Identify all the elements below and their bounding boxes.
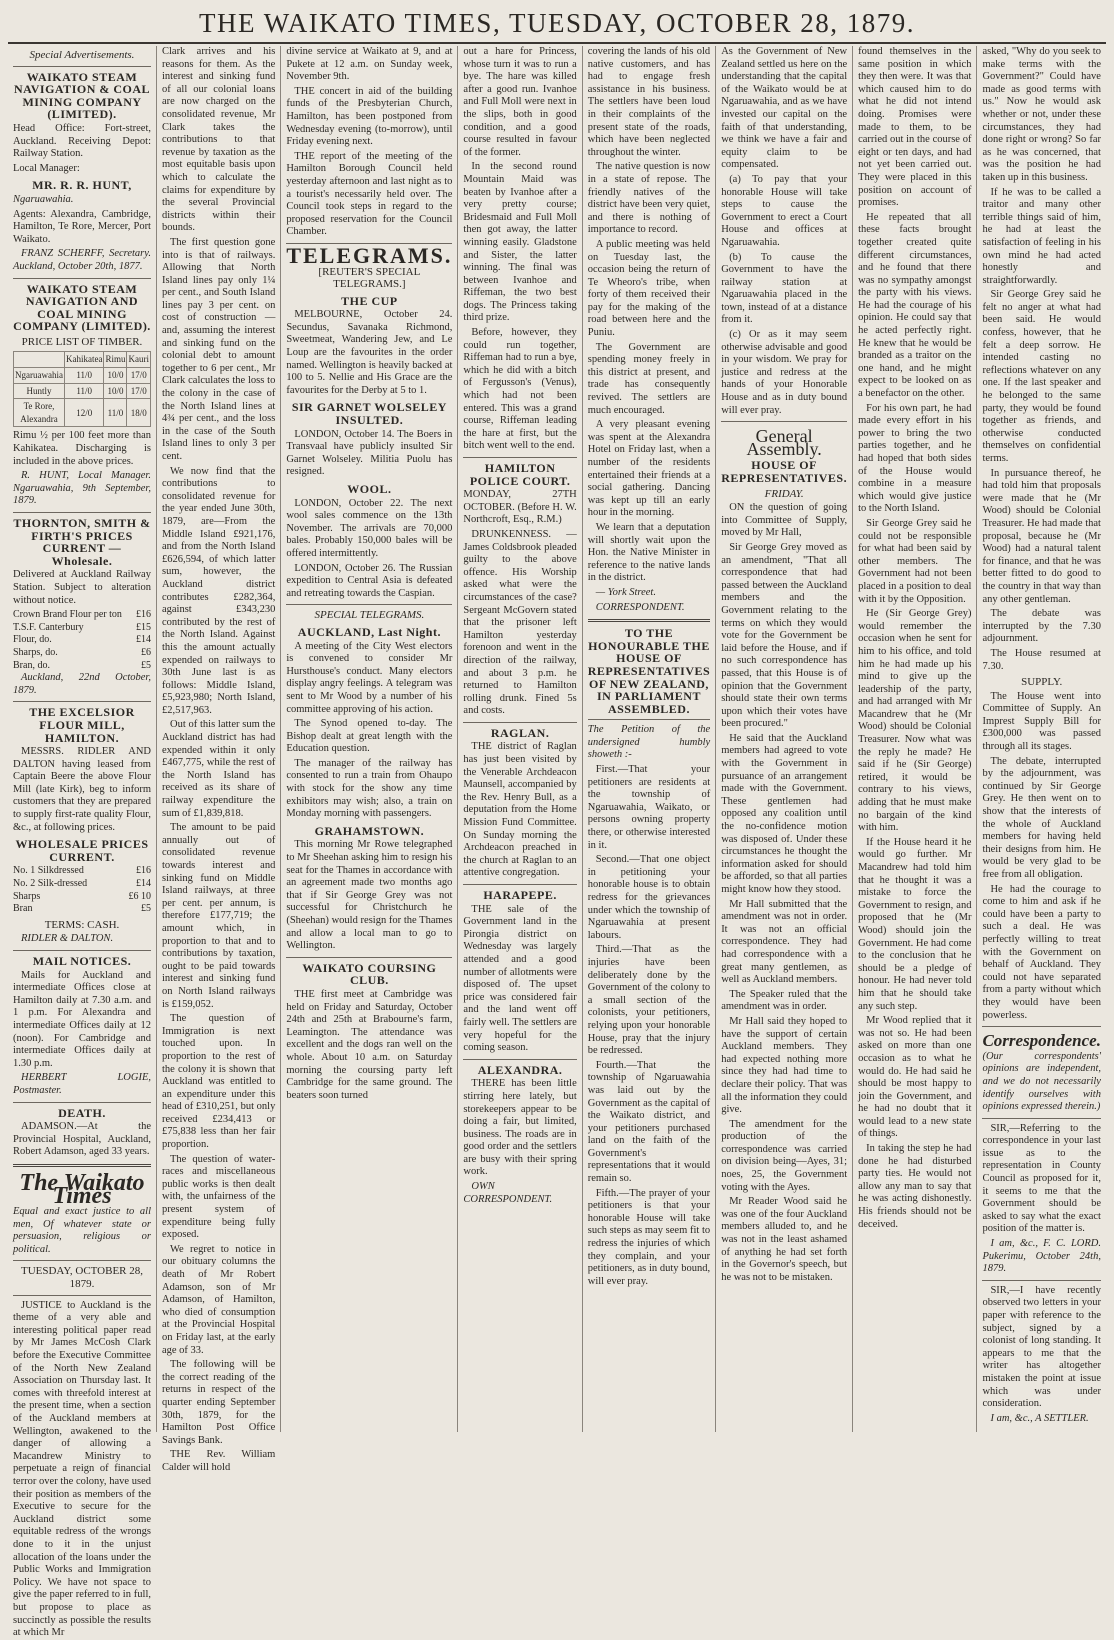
wsn-manager-label: Local Manager: <box>13 162 80 174</box>
divider <box>13 66 151 67</box>
timber-signature: R. HUNT, Local Manager. Ngaruawahia, 9th September, 1879. <box>13 470 151 507</box>
paper-motto: Equal and exact justice to all men, Of whatever state or persuasion, religious or political. <box>13 1206 151 1255</box>
reuters-subheading: [REUTER'S SPECIAL TELEGRAMS.] <box>318 265 421 291</box>
table-cell: 18/0 <box>127 399 151 427</box>
article-paragraph: He repeated that all these facts brought together created quite different circumstances, and he found that there was no sympathy amongst the party with his views. He had the courage of his opinion. He could say that he acted perfectly right. He knew that he would be branded as a traitor on the one hand, and he might expect to be looked on as a benefactor on the other. <box>858 211 972 400</box>
section-heading: WAIKATO COURSING CLUB. <box>302 960 437 988</box>
death-title: DEATH. <box>58 1105 106 1120</box>
timber-note: Rimu ½ per 100 feet more than Kahikatea. Discharging is included in the above prices. <box>13 430 151 467</box>
article-paragraph: In pursuance thereof, he had told him that proposals were made that he (Mr Wood) should be Colonial Treasurer. He had made that proposal, because he (Mr Wood) had a natural talent for finance, and that he was better fitted to do good to the country in that way than any other gentleman. <box>982 467 1101 605</box>
list-item <box>13 622 151 635</box>
item-label: Crown Brand Flour per ton <box>13 609 122 621</box>
article-paragraph: The Synod opened to-day. The Bishop dealt at great length with the Education question. <box>286 718 453 755</box>
house-heading: HOUSE OF REPRESENTATIVES. <box>721 458 848 485</box>
article-paragraph: Sir George Grey moved as an amendment, "That all correspondence that had passed between the Auckland members and the Government relating to the terms on which they would vote for the Government be laid before the House, and if no such correspondence has passed, that this House is of opinion that the Government should state their own terms upon which their votes have been procured." <box>721 541 848 730</box>
article-paragraph: found themselves in the same position in which they then were. It was that which caused him to do what he did not intend doing. Promises were made to them, to be carried out in the course of eight or ten days, and had not yet been carried out. They were placed in this position on account of promises. <box>858 46 972 209</box>
item-label: No. 1 Silkdressed <box>13 865 84 877</box>
table-cell: 11/0 <box>64 368 103 384</box>
article-paragraph: We now find that the contributions to consolidated revenue for the year ended June 30th, 1879, are—From the Middle Island £921,176, and from the North Island £626,594, of which latter sum, however, the Auckland district contributes £282,364, against £343,230 contributed by the rest of the North Island. Against this the amount actually expended on railways to 30th June last is as follows: Middle Island, £5,923,980; North Island, £2,517,963. <box>161 465 276 716</box>
article-paragraph: He said that the Auckland members had agreed to vote with the Government in pursuance of an arrangement made with the Government. These gentlemen had opposed any coalition until the no-confidence motion was disposed of. Under these circumstances he thought the information asked for should be afforded, so that all parties might know how they stood. <box>721 732 848 895</box>
item-price: £14 <box>135 634 151 646</box>
court-date: MONDAY, 27TH OCTOBER. (Before H. W. Northcroft, Esq., R.M.) <box>463 489 577 526</box>
article-paragraph: (a) To pay that your honorable House will take steps to cause the Government to erect a Court House and offices at Ngaruawahia. <box>721 173 848 248</box>
article-paragraph: In taking the step he had done he had disturbed party ties. He would not allow any man to say that he was acting dishonestly. His friends should not be deceived. <box>858 1143 972 1230</box>
article-paragraph: In the second round Mountain Maid was beaten by Ivanhoe after a very pretty course; Bridesmaid and Full Moll then got away, the latter winning easily. Gladstone and Sister, the latter winning. The final was between Ivanhoe and Riffeman, the two best dogs. The Princess taking third prize. <box>463 161 577 324</box>
section-heading: SPECIAL TELEGRAMS. <box>314 609 425 622</box>
article-paragraph: The first question gone into is that of railways. Allowing that North Island lines pay only 1¼ per cent., and South Island lines pay 3 per cent. on cost of construction — and, assuming the interest and sinking fund on the colonial debt to amount together to 6 per cent., Mr Clark calculates the loss to the colony in the case of the North Island lines at 4¾ per cent., and the loss in the case of the South Island lines to only 3 per cent. <box>161 236 276 462</box>
letter-signature: I am, &c., F. C. LORD. Pukerimu, October 24th, 1879. <box>982 1238 1101 1275</box>
article-paragraph: Mr Hall submitted that the amendment was not in order. It was not an official correspondence. They had had correspondence with a great many gentlemen, as well as Auckland members. <box>721 898 848 986</box>
article-paragraph: The following will be the correct reading of the returns in respect of the quarter ending September 30th, 1879, for the Hamilton Post Office Savings Bank. <box>161 1359 276 1446</box>
article-paragraph: THE district of Raglan has just been visited by the Venerable Archdeacon Maunsell, accompanied by the Rev. Henry Bull, as a deputation from the Home Mission Fund Committee. On Sunday morning the Archdeacon preached in the church at Raglan to an attentive congregation. <box>463 741 577 879</box>
article-paragraph: THE concert in aid of the building funds of the Presbyterian Church, Hamilton, has been postponed from Wednesday evening (to-morrow), until Friday evening next. <box>286 85 453 148</box>
item-label: Bran, do. <box>13 659 50 671</box>
wsn-agents: Agents: Alexandra, Cambridge, Hamilton, Te Rore, Mercer, Port Waikato. <box>13 208 151 245</box>
article-paragraph: MELBOURNE, October 24. Secundus, Savanaka Richmond, Sweetmeat, Wandering Jew, and Le Loup are the favourites in the order named. Wellington is heavily backed at 100 to 5. Nellie and His Grace are the favourites for the Derby at 5 to 1. <box>286 309 453 396</box>
article-paragraph: Mr Hall said they hoped to have the support of certain Auckland members. They had expected nothing more since they had had time to declare their policy. That was all the information they could give. <box>721 1015 848 1116</box>
column-5 <box>582 46 715 1432</box>
section-heading: SIR GARNET WOLSELEY INSULTED. <box>291 400 447 428</box>
section-heading: HARAPEPE. <box>483 888 557 902</box>
article-paragraph: (b) To cause the Government to have the railway station at Ngaruawahia placed in the town, instead of at a distance from it. <box>721 251 848 326</box>
wholesale-title: WHOLESALE PRICES CURRENT. <box>15 837 149 864</box>
divider <box>13 1102 151 1103</box>
paper-title: The Waikato Times <box>19 1169 145 1209</box>
excelsior-text: MESSRS. RIDLER AND DALTON having leased from Captain Beere the above Flour Mill (late Kirk), beg to inform customers that they are prepared to supply first-rate quality Flour, &c., at following prices. <box>13 746 151 833</box>
wsn-title: WAIKATO STEAM NAVIGATION & COAL MINING COMPANY (LIMITED). <box>13 69 151 122</box>
mail-notices-text: Mails for Auckland and intermediate Offices close at Hamilton daily at 7.30 a.m. and 1 p.m. For Alexandra and intermediate Offices daily at 12 (noon). For Cambridge and intermediate Offices daily at 1.30 p.m. <box>13 969 151 1069</box>
article-paragraph: DRUNKENNESS. — James Coldsbrook pleaded guilty to the above offence. His Worship asked what were the circumstances of the case? Sergeant McGovern stated that the prisoner left Hamilton yesterday forenoon and went in the direction of the railway, and about 3 p.m. he returned to Hamilton rolling drunk. Fined 5s and costs. <box>463 528 577 717</box>
column-3 <box>280 46 457 1432</box>
section-heading: AUCKLAND, Last Night. <box>297 624 441 639</box>
table-header-cell: Kauri <box>127 352 151 368</box>
thornton-text: Delivered at Auckland Railway Station. Subject to alteration without notice. <box>13 569 151 606</box>
section-heading: RAGLAN. <box>490 725 550 740</box>
petition-paragraph: Third.—That as the injuries have been deliberately done by the Government of the colony to a small section of the colonists, your petitioners, relying upon your honorable House, pray that the injury be redressed. <box>587 944 711 1057</box>
section-heading: WOOL. <box>347 482 392 496</box>
mail-signature: HERBERT LOGIE, Postmaster. <box>13 1072 151 1096</box>
excelsior-title: THE EXCELSIOR FLOUR MILL, HAMILTON. <box>29 705 135 745</box>
timber-company-title: WAIKATO STEAM NAVIGATION AND COAL MINING COMPANY (LIMITED). <box>13 281 151 334</box>
table-row <box>14 368 151 384</box>
table-cell: 17/0 <box>127 383 151 399</box>
section-heading: GRAHAMSTOWN. <box>314 823 425 838</box>
item-price: £5 <box>140 903 151 915</box>
thornton-date: Auckland, 22nd October, 1879. <box>13 672 151 696</box>
article-paragraph: The Government are spending money freely in this district at present, and trade has consequently revived. The settlers are much encouraged. <box>587 341 711 416</box>
article-paragraph: Sir George Grey said he felt no anger at what had been said. He would confess, however, that he felt a deep sorrow. He intended casting no reflections whatever on any one. If the last speaker and he belonged to the same party, they would be found together as friends, and otherwise conducted themselves on confidential terms. <box>982 289 1101 464</box>
issue-date: TUESDAY, OCTOBER 28, 1879. <box>20 1265 144 1291</box>
item-price: £6 10 <box>128 890 151 902</box>
petition-heading: TO THE HONOURABLE THE HOUSE OF REPRESENTATIVES OF NEW ZEALAND, IN PARLIAMENT ASSEMBLED. <box>587 626 711 716</box>
ridler-signature: RIDLER & DALTON. <box>21 933 114 945</box>
york-street-signature: — York Street. <box>595 586 656 598</box>
thornton-title: THORNTON, SMITH & FIRTH'S PRICES CURRENT — Wholesale. <box>13 516 151 568</box>
column-6 <box>715 46 852 1432</box>
timber-price-table <box>13 351 151 427</box>
article-paragraph: LONDON, October 26. The Russian expedition to Central Asia is defeated and retreating towards the Caspian. <box>286 562 453 599</box>
item-price: £16 <box>135 609 151 621</box>
correspondence-heading: Correspondence. <box>982 1031 1101 1051</box>
petition-paragraph: Fourth.—That the township of Ngaruawahia was laid out by the Government as the capital of the Waikato district, and your petitioners purchased land on the faith of the Government's representations that it would remain so. <box>587 1059 711 1185</box>
column-4 <box>457 46 581 1432</box>
divider <box>588 719 710 720</box>
article-paragraph: divine service at Waikato at 9, and at Pukete at 12 a.m. on Sunday week, November 9th. <box>286 46 453 83</box>
table-cell: Te Rore, Alexandra <box>14 399 65 427</box>
list-item <box>13 634 151 647</box>
article-paragraph: THE report of the meeting of the Hamilton Borough Council held yesterday afternoon and last night as to a tourist's necessarily held over. The Council took steps in regard to the proposed reservation for the Council Chamber. <box>286 150 453 238</box>
letter-paragraph: SIR,—I have recently observed two letters in your paper with reference to the subject, signed by a colonist of long standing. It appears to me that the writer has altogether mistaken the point at issue which was under consideration. <box>982 1284 1101 1410</box>
divider <box>982 1026 1101 1027</box>
table-header-row <box>14 352 151 368</box>
list-item <box>13 647 151 660</box>
table-header-cell: Rimu <box>104 352 127 368</box>
divider <box>463 722 576 723</box>
wsn-signature: FRANZ SCHERFF, Secretary. Auckland, October 20th, 1877. <box>13 248 151 272</box>
divider <box>982 1280 1101 1281</box>
item-price: £15 <box>135 621 151 633</box>
list-item <box>13 660 151 673</box>
correspondence-note: (Our correspondents' opinions are independent, and we do not necessarily identify ourselves with opinions expressed therein.) <box>982 1050 1101 1113</box>
divider <box>13 512 151 513</box>
article-paragraph: We regret to notice in our obituary columns the death of Mr Robert Adamson, son of Mr Adamson, of Hamilton, who died of consumption at the Provincial Hospital on Friday last, at the early age of 33. <box>161 1243 276 1356</box>
correspondent-signature: OWN CORRESPONDENT. <box>463 1181 553 1205</box>
divider <box>286 957 452 958</box>
divider <box>463 457 576 458</box>
column-8 <box>976 46 1106 1432</box>
supply-heading: SUPPLY. <box>1021 676 1063 689</box>
article-paragraph: Mr Reader Wood said he was one of the four Auckland members alluded to, and he was not in the least ashamed of anything he had set forth in the Governor's speech, but he was not to be mistaken. <box>721 1196 848 1283</box>
divider <box>588 619 710 622</box>
leader-paragraph: JUSTICE to Auckland is the theme of a very able and interesting political paper read by Mr James McCosh Clark before the Executive Committee of the North New Zealand Association on Thursday last. It comes with threefold interest at the present time, when a section of the Auckland members at Wellington, awakened to the danger of allowing a Macandrew Ministry to perpetuate a reign of financial terror over the colony, have used their position as members of the Executive to secure for the Auckland district some equitable redress of the wrongs done to it in the unjust allocation of the loans under the Public Works and Immigration Policy. We have not space to give the paper referred to in full, but propose to place as succinctly as possible the results at which Mr <box>13 1299 151 1639</box>
article-paragraph: The question of Immigration is next touched upon. In proportion to the rest of the colony it is shown that Auckland was entitled to an expenditure under this head of £310,251, but only received £234,413 or £75,838 less than her fair proportion. <box>161 1013 276 1151</box>
telegrams-heading: TELEGRAMS. <box>286 242 453 268</box>
correspondent-signature: CORRESPONDENT. <box>595 601 685 613</box>
list-item <box>13 878 151 891</box>
article-paragraph: The amount to be paid annually out of consolidated revenue towards interest and sinking fund on Middle Island railways, at three per cent. per annum, is therefore £177,719; the amount which, in proportion to that and to contributions by taxation, ought to be paid towards interest and sinking fund on North Island railways is £159,052. <box>161 822 276 1010</box>
article-paragraph: ON the question of going into Committee of Supply, moved by Mr Hall, <box>721 502 848 539</box>
item-label: Sharps, do. <box>13 646 58 658</box>
article-paragraph: We learn that a deputation will shortly wait upon the Hon. the Native Minister in reference to the native lands in the district. <box>587 521 711 584</box>
masthead: THE WAIKATO TIMES, TUESDAY, OCTOBER 28, 1879. <box>198 8 916 38</box>
table-row <box>14 383 151 399</box>
section-heading: HAMILTON POLICE COURT. <box>469 461 571 488</box>
wsn-manager: MR. R. R. HUNT, <box>32 178 132 193</box>
wsn-offices: Head Office: Fort-street, Auckland. Receiving Depot: Railway Station. <box>13 122 151 160</box>
wholesale-price-list <box>13 865 151 915</box>
columns <box>8 46 1106 1639</box>
table-cell: Huntly <box>14 383 65 399</box>
article-paragraph: A very pleasant evening was spent at the Alexandra Hotel on Friday last, when a number of the residents entertained their friends at a social gathering. Dancing was kept up till an early hour in the morning. <box>587 419 711 519</box>
divider <box>463 884 576 885</box>
table-row <box>14 399 151 427</box>
list-item <box>13 903 151 916</box>
letter-paragraph: SIR,—Referring to the correspondence in your last issue as to the representation in County Council as proposed for it, it seems to me that the Government should be asked to say what the exact position of the matter is. <box>982 1122 1101 1235</box>
article-paragraph: out a hare for Princess, whose turn it was to run a bye. The hare was killed after a good run. Ivanhoe and Full Moll were next in the slips, both in good condition, and a good course resulted in favour of the former. <box>463 46 577 158</box>
article-paragraph: The House resumed at 7.30. <box>982 647 1101 672</box>
article-paragraph: Sir George Grey said he could not be responsible for what had been said by other members. The Government had not been placed in a position to deal with it by the Opposition. <box>858 517 972 605</box>
petition-paragraph: Fifth.—The prayer of your petitioners is that your honorable House will take such steps as may seem fit to redress the injuries of which they complain, and your petitioners, as in duty bound, will ever pray. <box>587 1187 711 1287</box>
article-paragraph: For his own part, he had made every effort in his power to bring the two parties together, and he had hoped that both sides of the House would combine in a measure which would give justice to the North Island. <box>858 402 972 515</box>
divider <box>982 1118 1101 1119</box>
article-paragraph: As the Government of New Zealand settled us here on the understanding that the capital of the Waikato would be at Ngaruawahia, and as we have invested our capital on the faith of that understanding, we think we have a fair and equity claim to be compensated. <box>721 46 848 171</box>
divider <box>286 604 452 605</box>
table-cell: 12/0 <box>64 399 103 427</box>
section-heading: THE CUP <box>341 293 398 308</box>
divider <box>13 950 151 951</box>
mail-notices-title: MAIL NOTICES. <box>32 954 132 968</box>
flour-price-list <box>13 609 151 672</box>
article-paragraph: If the House heard it he would go further. Mr Macandrew had told him that he thought it was a mistake to force the Government to resign, and proposed that he (Mr Wood) should join the Government. He had come to the conclusion that he should be a pledge of honour. He had never told him that he should take any such step. <box>858 836 972 1012</box>
table-cell: 11/0 <box>64 383 103 399</box>
list-item <box>13 609 151 622</box>
table-cell: 11/0 <box>104 399 127 427</box>
death-notice: ADAMSON.—At the Provincial Hospital, Auckland, Robert Adamson, aged 33 years. <box>13 1121 151 1158</box>
item-price: £14 <box>135 878 151 890</box>
article-paragraph: asked, "Why do you seek to make terms with the Government?" Could have made as good terms with us." Now he would ask whether or not, under these circumstances, they had done right or wrong? So far as he was concerned, that was the position he had taken up in this business. <box>982 46 1101 183</box>
special-ads-heading: Special Advertisements. <box>29 49 135 61</box>
item-label: T.S.F. Canterbury <box>13 621 84 633</box>
article-paragraph: LONDON, October 14. The Boers in Transvaal have publicly insulted Sir Garnet Wolseley. Militia Puolu has resigned. <box>286 428 453 478</box>
article-paragraph: The Speaker ruled that the amendment was in order. <box>721 988 848 1013</box>
petition-paragraph: First.—That your petitioners are residents at the township of Ngaruawahia, Waikato, or persons owning property there, or otherwise interested in it. <box>587 764 711 851</box>
list-item <box>13 891 151 904</box>
article-paragraph: This morning Mr Rowe telegraphed to Mr Sheehan asking him to resign his seat for the Thames in accordance with an agreement made two months ago that if Sir George Grey was not successful for Christchurch he (Sheehan) would resign for the Thames and allow a local man to go to Wellington. <box>286 839 453 952</box>
table-header-cell <box>14 352 65 368</box>
divider <box>13 1295 151 1296</box>
article-paragraph: A meeting of the City West electors is convened to consider Mr Hursthouse's conduct. Many electors display angry feelings. A telegram was sent to Mr Wood by a number of his committee approving of his action. <box>286 640 453 715</box>
article-paragraph: The House went into Committee of Supply. An Imprest Supply Bill for £300,000 was passed through all its stages. <box>982 690 1101 753</box>
divider <box>463 1059 576 1060</box>
article-paragraph: A public meeting was held on Tuesday last, the occasion being the return of Te Wheoro's tribe, when forty of them received their pay for the making of the road between here and the Puniu. <box>587 238 711 339</box>
item-price: £5 <box>140 659 151 671</box>
table-cell: 17/0 <box>127 368 151 384</box>
section-heading: ALEXANDRA. <box>477 1062 563 1077</box>
article-paragraph: (c) Or as it may seem otherwise advisable and good in your wisdom. We pray for justice and redress at the hands of your Honorable House and as in duty bound will ever pray. <box>721 329 848 416</box>
item-label: Bran <box>13 903 33 915</box>
letter-signature: I am, &c., A SETTLER. <box>990 1412 1089 1424</box>
article-paragraph: THE Rev. William Calder will hold <box>161 1449 276 1473</box>
list-item <box>13 865 151 878</box>
wsn-place: Ngaruawahia. <box>13 193 74 205</box>
divider <box>13 701 151 702</box>
article-paragraph: Clark arrives and his reasons for them. As the interest and sinking fund of all our colonial loans are now charged on the consolidated revenue, Mr Clark takes the contributions to that revenue by taxation as the most equitable basis upon which to calculate the claims for expenditure by the several Provincial districts within their bounds. <box>161 46 276 234</box>
article-paragraph: If he was to be called a traitor and many other terrible things said of him, he had at least the satisfaction of feeling in his own mind he had acted honestly and straightforwardly. <box>982 186 1101 286</box>
article-paragraph: He (Sir George Grey) would remember the occasion when he sent for him to his office, and told him he had made up his mind to give up the leadership of the party, and had arranged with Mr Macandrew that he (Mr Wood) should be Colonial Treasurer. Now what was the reply he made? He said if he (Sir George) retired, it would be contrary to his views, adding that he must make no bargain of the kind with him. <box>858 608 972 834</box>
article-paragraph: The manager of the railway has consented to run a train from Ohaupo with stock for the show any time exhibitors may wish; also, a train on Monday morning with passengers. <box>286 757 453 820</box>
day-heading: FRIDAY. <box>764 487 804 500</box>
article-paragraph: THE sale of the Government land in the Pirongia district on Wednesday was largely attended and a good number of allotments were disposed of. The upset price was considered fair and the land went off fairly well. The settlers are very hopeful for the coming season. <box>463 903 577 1054</box>
petition-paragraph: Second.—That one object in petitioning your honorable house is to obtain redress for the grievances under which the township of Ngaruawahia at present labours. <box>587 854 711 941</box>
divider <box>13 1260 151 1261</box>
table-cell: 10/0 <box>104 368 127 384</box>
terms: TERMS: CASH. <box>44 918 120 931</box>
table-cell: 10/0 <box>104 383 127 399</box>
article-paragraph: The question of water-races and miscellaneous public works is then dealt with, the unfairness of the present system of expenditure being fully exposed. <box>161 1153 276 1241</box>
masthead-rule <box>8 42 1106 44</box>
item-label: No. 2 Silk-dressed <box>13 878 88 890</box>
divider <box>13 278 151 279</box>
column-1 <box>8 46 156 1639</box>
table-cell: Ngaruawahia <box>14 368 65 384</box>
column-7 <box>852 46 976 1432</box>
article-paragraph: covering the lands of his old native customers, and has had to engage fresh assistance in his business. The settlers have been loud in their complaints of the present state of the roads, which have been neglected throughout the winter. <box>587 46 711 158</box>
article-paragraph: The amendment for the production of the correspondence was carried on division being—Ayes, 31; noes, 25, the Government voting with the Ayes. <box>721 1118 848 1193</box>
divider <box>13 1164 151 1167</box>
timber-price-title: PRICE LIST OF TIMBER. <box>21 335 143 348</box>
article-paragraph: THERE has been little stirring here lately, but storekeepers appear to be doing a fair, but limited, business. The roads are in good order and the settlers are busy with their spring work. <box>463 1078 577 1178</box>
article-paragraph: He had the courage to come to him and ask if he could have been a party to such a deal. He was perfectly willing to treat with the Government on behalf of Auckland. They could not have separated from a party without which they would have been powerless. <box>982 883 1101 1021</box>
article-paragraph: Before, however, they could run together, Riffeman had to run a bye, which he did with a bitch of Fergusson's (Venus), which had not been entered. This was a grand course, Riffeman leading the hare at first, but the bitch went well to the end. <box>463 327 577 452</box>
item-price: £16 <box>135 865 151 877</box>
item-label: Flour, do. <box>13 634 52 646</box>
item-price: £6 <box>140 646 151 658</box>
divider <box>721 421 847 422</box>
column-2 <box>156 46 280 1473</box>
article-paragraph: Mr Wood replied that it was not so. He had been asked on more than one occasion as to what he would do. He had said he should be most happy to join the Government, and he had no doubt that it would lead to a new state of things. <box>858 1015 972 1140</box>
article-paragraph: Out of this latter sum the Auckland district has had expended within it only £467,775, while the rest of the North Island has received as its share of railway expenditure the sum of £1,839,818. <box>161 719 276 819</box>
article-paragraph: LONDON, October 22. The next wool sales commence on the 13th November. The arrivals are 70,000 bales. Probably 150,000 bales will be offered intermittently. <box>286 497 453 559</box>
general-assembly-heading: General Assembly. <box>746 426 822 459</box>
article-paragraph: THE first meet at Cambridge was held on Friday and Saturday, October 24th and 25th at Brabourne's farm, Leamington. The attendance was excellent and the dogs ran well on the whole. About 10 a.m. on Saturday morning the coursing party left Cambridge for the same ground. The beaters soon turned <box>286 988 453 1101</box>
article-paragraph: The debate was interrupted by the 7.30 adjournment. <box>982 608 1101 645</box>
petition-intro: The Petition of the undersigned humbly showeth :- <box>587 724 711 761</box>
table-header-cell: Kahikatea <box>64 352 103 368</box>
article-paragraph: The native question is now in a state of repose. The friendly natives of the district have been very quiet, and there is nothing of importance to record. <box>587 161 711 236</box>
article-paragraph: The debate, interrupted by the adjournment, was continued by Sir George Grey. He then went on to show that the interests of the whole of Auckland members for having held their designs from him. He would be very glad to be free from all obligation. <box>982 755 1101 880</box>
item-label: Sharps <box>13 890 41 902</box>
